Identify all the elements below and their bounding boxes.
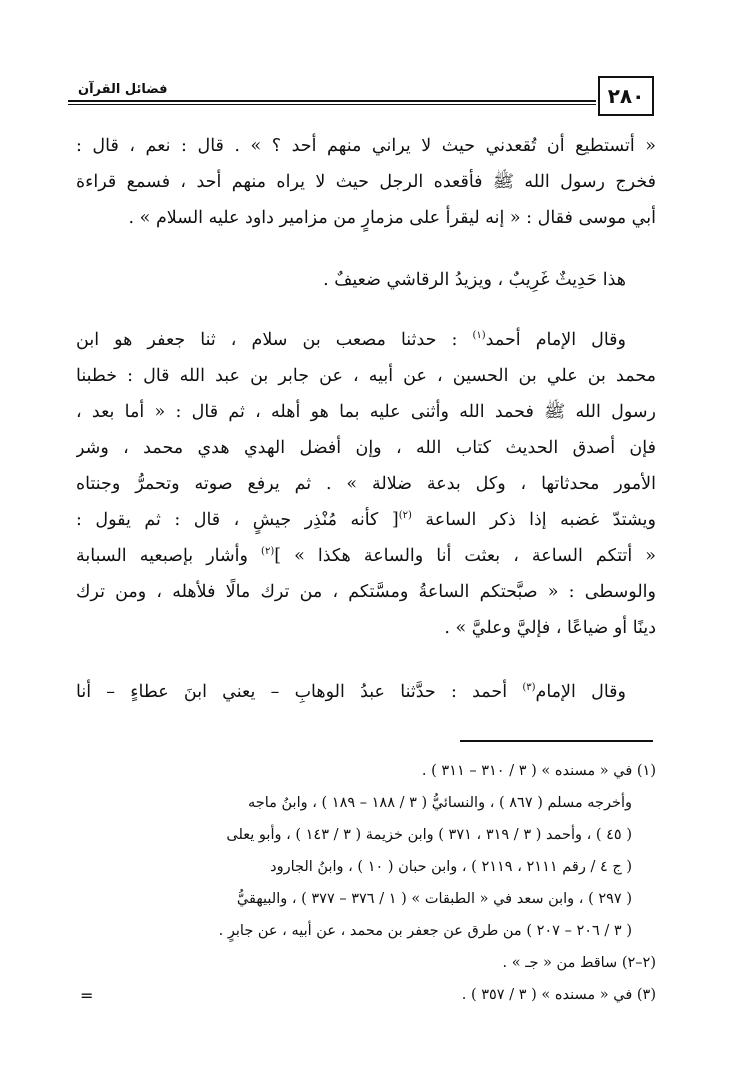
text-line: « أتستطيع أن تُقعدني حيث لا يراني منهم أحد ؟ » . قال : نعم ، قال : (76, 136, 656, 156)
footnote-1-continuation: وأخرجه مسلم ( ٨٦٧ ) ، والنسائيُّ ( ٣ / ١٨٨ – ١٨٩ ) ، وابنُ ماجه (247, 795, 632, 811)
text-line: الأمور محدثاتها ، وكل بدعة ضلالة » . ثم يرفع صوته وتحمرُّ وجنتاه (76, 474, 656, 494)
text-line: والوسطى : « صبَّحتكم الساعةُ ومسَّتكم ، من ترك مالًا فلأهله ، ومن ترك (76, 582, 656, 602)
running-header-title: فضائل القرآن (78, 82, 168, 97)
text-line: فخرج رسول الله ﷺ فأقعده الرجل حيث لا يراه منهم أحد ، فسمع قراءة (76, 172, 656, 192)
footnote-1-continuation: ( ٣ / ٢٠٦ – ٢٠٧ ) من طرق عن جعفر بن محمد ، عن أبيه ، عن جابرٍ . (218, 923, 632, 939)
footnote-ref[interactable]: (٢) (398, 510, 412, 522)
footnote-1: (١) في « مسنده » ( ٣ / ٣١٠ – ٣١١ ) . (421, 763, 656, 779)
continuation-mark: = (80, 986, 94, 1005)
footnote-3: (٣) في « مسنده » ( ٣ / ٣٥٧ ) . (461, 987, 656, 1003)
text-line: فإن أصدق الحديث كتاب الله ، وإن أفضل الهدي هدي محمد ، وشر (76, 438, 656, 458)
footnotes (76, 755, 656, 1011)
text-line: دينًا أو ضياعًا ، فإليَّ وعليَّ » . (444, 618, 656, 638)
footnote-ref[interactable]: (١) (472, 330, 486, 342)
header-rule-thin (68, 104, 596, 105)
paragraph-hadith-jabir (76, 322, 656, 646)
text-line: محمد بن علي بن الحسين ، عن أبيه ، عن جابر بن عبد الله قال : خطبنا (76, 366, 656, 386)
paragraph-hadith-continuation (76, 128, 656, 236)
text-line: هذا حَدِيثٌ غَرِيبٌ ، ويزيدُ الرقاشي ضعيفٌ . (323, 270, 626, 290)
footnote-2: (٢–٢) ساقط من « جـ » . (502, 955, 656, 971)
text-line: « أتتكم الساعة ، بعثت أنا والساعة هكذا » ]$^{(٢)}$ وأشار بإصبعيه السبابة (76, 546, 656, 566)
footnote-1-continuation: ( ج ٤ / رقم ٢١١١ ، ٢١١٩ ) ، وابن حبان ( ١٠ ) ، وابنُ الجارود (270, 859, 632, 875)
text-line: أبي موسى فقال : « إنه ليقرأ على مزمارٍ من مزامير داود عليه السلام » . (128, 208, 656, 228)
footnote-ref[interactable]: (٢) (261, 546, 275, 558)
footnote-1-continuation: ( ٢٩٧ ) ، وابن سعد في « الطبقات » ( ١ / ٣٧٦ – ٣٧٧ ) ، والبيهقيُّ (236, 891, 632, 907)
text-line: ويشتدّ غضبه إذا ذكر الساعة $^{(٢)}$[ كأنه مُنْذِر جيشٍ ، قال : ثم يقول : (76, 510, 656, 530)
page-number: ٢٨٠ (598, 76, 654, 116)
paragraph-grading (76, 262, 656, 298)
header-rule-thick (68, 100, 596, 102)
paragraph-next-hadith (76, 674, 656, 710)
text-line: رسول الله ﷺ فحمد الله وأثنى عليه بما هو أهله ، ثم قال : « أما بعد ، (76, 402, 656, 422)
footnote-ref[interactable]: (٣) (522, 682, 536, 694)
text-line: وقال الإمام أحمد$^{(١)}$ : حدثنا مصعب بن سلام ، ثنا جعفر هو ابن (76, 330, 626, 350)
footnote-separator (460, 740, 653, 742)
text-line: وقال الإمام$^{(٣)}$ أحمد : حدَّثنا عبدُ الوهابِ – يعني ابنَ عطاءٍ – أنا (76, 682, 626, 702)
footnote-1-continuation: ( ٤٥ ) ، وأحمد ( ٣ / ٣١٩ ، ٣٧١ ) وابن خزيمة ( ٣ / ١٤٣ ) ، وأبو يعلى (226, 827, 632, 843)
